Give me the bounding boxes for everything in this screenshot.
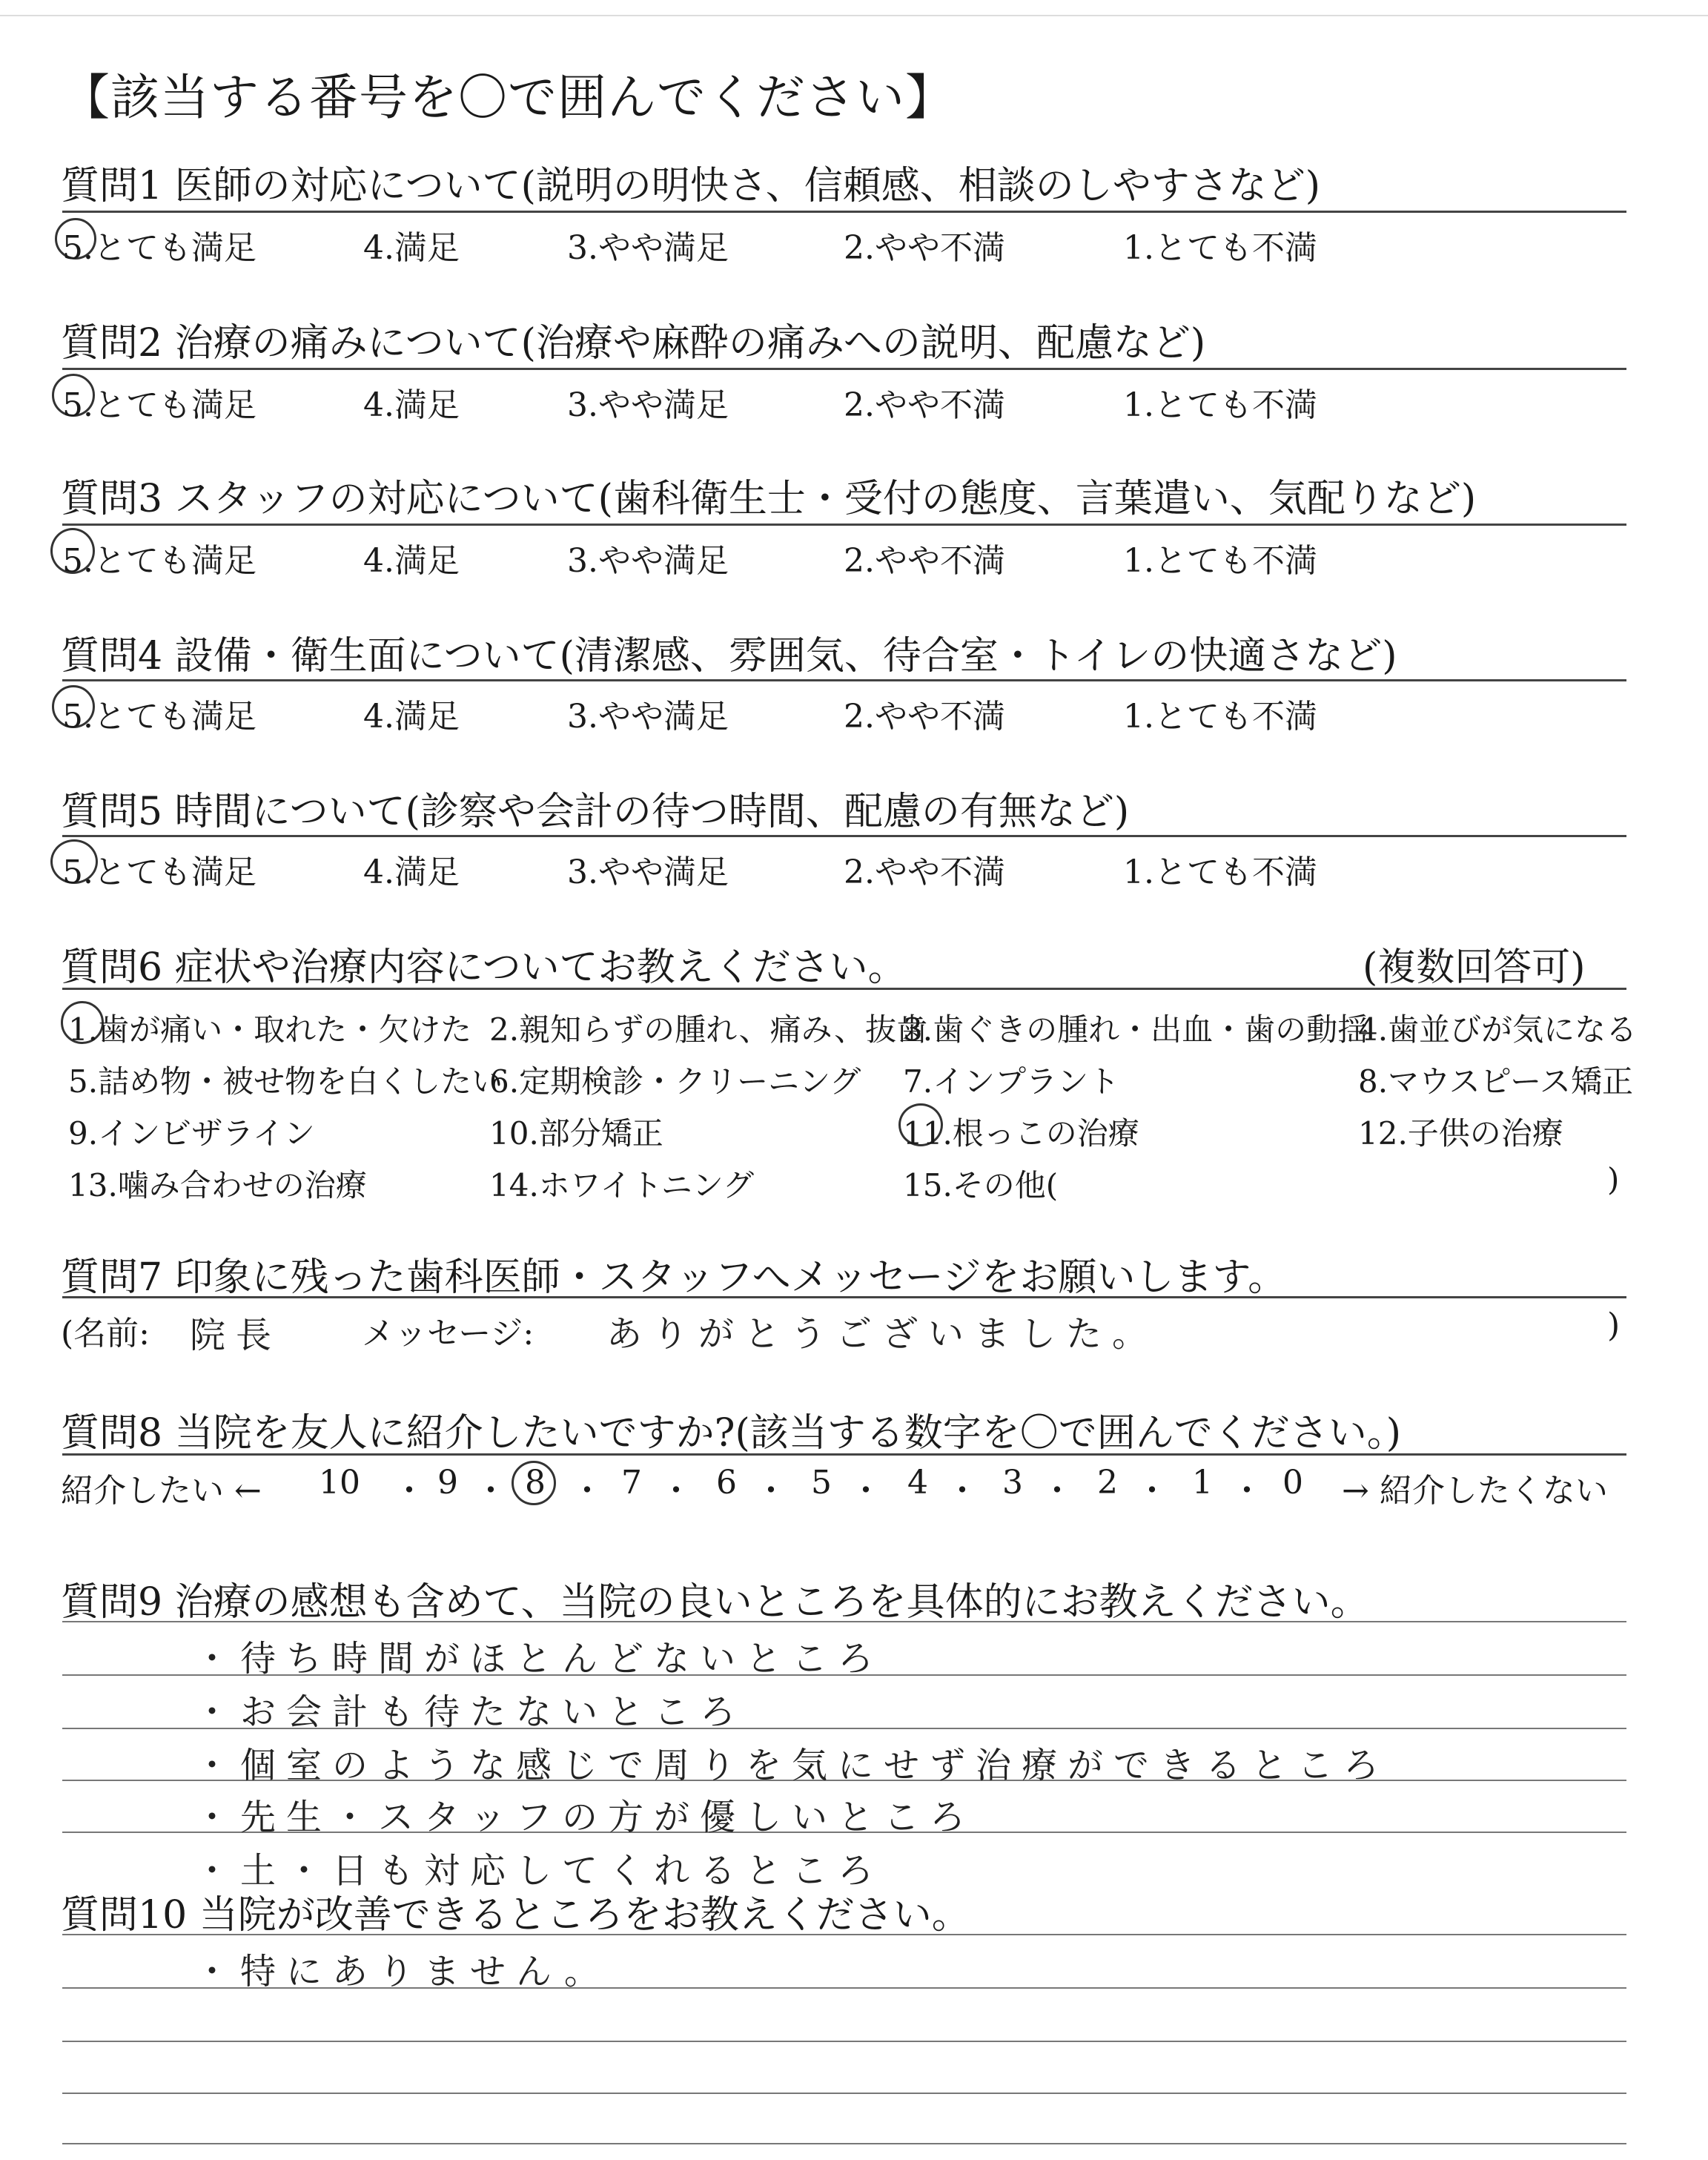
q3-option-5[interactable]: 5.とても満足 [62, 542, 256, 580]
q6-option-6[interactable]: 6.定期検診・クリーニング [489, 1063, 861, 1100]
q9-answer[interactable]: ・個室のような感じで周りを気にせず治療ができるところ [194, 1745, 1390, 1786]
q6-option-11[interactable]: 11.根っこの治療 [903, 1115, 1139, 1152]
q10-line [62, 2143, 1626, 2144]
q8-scale-5[interactable]: 5 [811, 1464, 832, 1502]
q6-option-7[interactable]: 7.インプラント [903, 1063, 1120, 1100]
q4-option-4[interactable]: 4.満足 [363, 698, 460, 736]
q1-heading: 質問1 医師の対応について(説明の明快さ、信頼感、相談のしやすさなど) [61, 164, 1321, 208]
q2-option-2[interactable]: 2.やや不満 [844, 386, 1005, 424]
q10-answer[interactable]: ・特にありません。 [194, 1951, 610, 1992]
q6-option-15[interactable]: 15.その他( [903, 1167, 1059, 1203]
q5-option-4[interactable]: 4.満足 [363, 853, 460, 891]
q10-heading: 質問10 当院が改善できるところをお教えください。 [61, 1893, 970, 1938]
q8-scale-2[interactable]: 2 [1097, 1464, 1118, 1502]
q10-line [62, 2041, 1626, 2042]
q6-option-4[interactable]: 4.歯並びが気になる [1358, 1011, 1638, 1048]
q8-scale-1[interactable]: 1 [1192, 1464, 1213, 1502]
q1-option-3[interactable]: 3.やや満足 [567, 229, 729, 267]
q1-option-4[interactable]: 4.満足 [363, 229, 460, 267]
q8-scale-sep: ・ [474, 1472, 507, 1510]
q1-option-2[interactable]: 2.やや不満 [844, 229, 1005, 267]
q7-rule [62, 1296, 1626, 1298]
page-top-edge [0, 15, 1708, 16]
q6-option-3[interactable]: 3.歯ぐきの腫れ・出血・歯の動揺 [903, 1011, 1369, 1048]
q2-option-1[interactable]: 1.とても不満 [1123, 386, 1317, 424]
q1-option-1[interactable]: 1.とても不満 [1123, 229, 1317, 267]
q7-name-value[interactable]: 院長 [190, 1315, 282, 1356]
q3-option-1[interactable]: 1.とても不満 [1123, 542, 1317, 580]
q6-option-5[interactable]: 5.詰め物・被せ物を白くしたい [68, 1063, 503, 1100]
q2-option-5[interactable]: 5.とても満足 [62, 386, 256, 424]
q8-scale-6[interactable]: 6 [716, 1464, 737, 1502]
q6-option-2[interactable]: 2.親知らずの腫れ、痛み、抜歯 [489, 1011, 928, 1048]
q8-scale-sep: ・ [660, 1472, 692, 1510]
q8-scale-sep: ・ [755, 1472, 787, 1510]
q2-option-3[interactable]: 3.やや満足 [567, 386, 729, 424]
q6-option-10[interactable]: 10.部分矯正 [489, 1115, 663, 1152]
q3-heading: 質問3 スタッフの対応について(歯科衛生士・受付の態度、言葉遣い、気配りなど) [61, 477, 1477, 521]
q6-option-13[interactable]: 13.噛み合わせの治療 [68, 1167, 367, 1203]
q6-option-12[interactable]: 12.子供の治療 [1358, 1115, 1563, 1152]
q3-option-3[interactable]: 3.やや満足 [567, 542, 729, 580]
q6-rule [62, 988, 1626, 990]
q1-rule [62, 211, 1626, 213]
q10-line [62, 1934, 1626, 1935]
q8-scale-7[interactable]: 7 [621, 1464, 642, 1502]
q9-answer[interactable]: ・先生・スタッフの方が優しいところ [194, 1797, 976, 1838]
q10-line [62, 2093, 1626, 2094]
q8-scale-sep: ・ [1136, 1472, 1168, 1510]
q7-heading: 質問7 印象に残った歯科医師・スタッフへメッセージをお願いします。 [61, 1255, 1287, 1300]
q8-scale-sep: ・ [1041, 1472, 1073, 1510]
q3-rule [62, 524, 1626, 526]
q8-scale-sep: ・ [946, 1472, 979, 1510]
q8-scale-3[interactable]: 3 [1002, 1464, 1023, 1502]
q8-scale-sep: ・ [1231, 1472, 1263, 1510]
q8-scale-8[interactable]: 8 [525, 1464, 546, 1502]
q9-answer[interactable]: ・お会計も待たないところ [194, 1691, 747, 1733]
q4-option-2[interactable]: 2.やや不満 [844, 698, 1005, 736]
q8-scale-10[interactable]: 10 [319, 1464, 360, 1502]
q2-option-4[interactable]: 4.満足 [363, 386, 460, 424]
q7-name-label: (名前: [61, 1315, 150, 1353]
q9-line [62, 1621, 1626, 1622]
q8-scale-0[interactable]: 0 [1282, 1464, 1303, 1502]
q9-answer[interactable]: ・待ち時間がほとんどないところ [194, 1638, 884, 1680]
q3-option-2[interactable]: 2.やや不満 [844, 542, 1005, 580]
q7-close-paren: ) [1607, 1307, 1621, 1344]
q6-option-15-close: ) [1607, 1161, 1620, 1198]
q2-heading: 質問2 治療の痛みについて(治療や麻酔の痛みへの説明、配慮など) [61, 321, 1206, 366]
q8-heading: 質問8 当院を友人に紹介したいですか?(該当する数字を〇で囲んでください。) [61, 1411, 1402, 1456]
q5-heading: 質問5 時間について(診察や会計の待つ時間、配慮の有無など) [61, 790, 1130, 834]
q5-option-5[interactable]: 5.とても満足 [62, 853, 256, 891]
q8-scale-sep: ・ [571, 1472, 603, 1510]
q6-option-8[interactable]: 8.マウスピース矯正 [1358, 1063, 1634, 1100]
q4-option-1[interactable]: 1.とても不満 [1123, 698, 1317, 736]
q4-rule [62, 679, 1626, 681]
q1-option-5[interactable]: 5.とても満足 [62, 229, 256, 267]
instruction-title: 【該当する番号を〇で囲んでください】 [61, 69, 955, 126]
q6-option-14[interactable]: 14.ホワイトニング [489, 1167, 755, 1203]
q8-scale-sep: ・ [850, 1472, 882, 1510]
q8-scale-sep: ・ [393, 1472, 426, 1510]
q6-heading: 質問6 症状や治療内容についてお教えください。 [61, 945, 907, 990]
q5-rule [62, 835, 1626, 837]
q6-option-9[interactable]: 9.インビザライン [68, 1115, 315, 1152]
q3-option-4[interactable]: 4.満足 [363, 542, 460, 580]
q5-option-2[interactable]: 2.やや不満 [844, 853, 1005, 891]
q8-right-label: → 紹介したくない [1342, 1472, 1608, 1510]
q9-answer[interactable]: ・土・日も対応してくれるところ [194, 1850, 884, 1892]
q5-option-3[interactable]: 3.やや満足 [567, 853, 729, 891]
q8-left-label: 紹介したい ← [61, 1472, 262, 1510]
q8-scale-9[interactable]: 9 [437, 1464, 458, 1502]
q7-message-label: メッセージ: [362, 1315, 534, 1353]
q4-option-3[interactable]: 3.やや満足 [567, 698, 729, 736]
q6-multiple-note: (複数回答可) [1363, 945, 1586, 990]
q7-message-value[interactable]: ありがとうございました。 [606, 1313, 1159, 1355]
q8-rule [62, 1453, 1626, 1456]
q4-heading: 質問4 設備・衛生面について(清潔感、雰囲気、待合室・トイレの快適さなど) [61, 634, 1397, 678]
q9-heading: 質問9 治療の感想も含めて、当院の良いところを具体的にお教えください。 [61, 1580, 1369, 1625]
q4-option-5[interactable]: 5.とても満足 [62, 698, 256, 736]
q5-option-1[interactable]: 1.とても不満 [1123, 853, 1317, 891]
q8-scale-4[interactable]: 4 [907, 1464, 928, 1502]
q2-rule [62, 368, 1626, 370]
q6-option-1[interactable]: 1.歯が痛い・取れた・欠けた [68, 1011, 472, 1048]
